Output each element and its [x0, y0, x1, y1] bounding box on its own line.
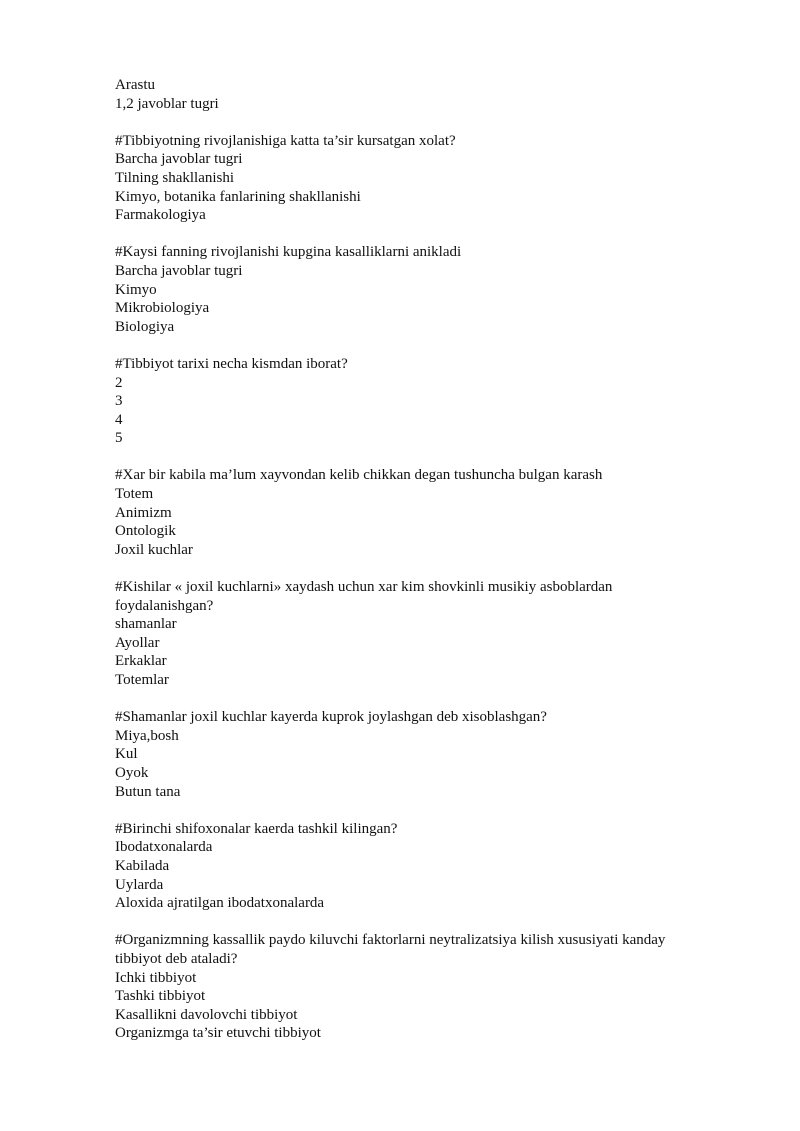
question-block	[115, 355, 735, 448]
answer-option: Ayollar	[115, 634, 160, 651]
answer-option: Kabilada	[115, 857, 170, 874]
question-block	[115, 132, 735, 225]
answer-option: 2	[115, 374, 123, 391]
answer-option: Uylarda	[115, 876, 164, 893]
answer-option: Erkaklar	[115, 653, 167, 670]
answer-option: Tashki tibbiyot	[115, 988, 206, 1005]
question-text: #Shamanlar joxil kuchlar kayerda kuprok joylashgan deb xisoblashgan?	[115, 709, 547, 726]
answer-option: Ichki tibbiyot	[115, 969, 197, 986]
answer-option: Kul	[115, 746, 138, 763]
question-text: foydalanishgan?	[115, 597, 214, 614]
answer-option: Ontologik	[115, 523, 176, 540]
answer-option: Tilning shakllanishi	[115, 169, 235, 186]
answer-option: Barcha javoblar tugri	[115, 151, 243, 168]
answer-option: Oyok	[115, 764, 149, 781]
answer-option: Organizmga ta’sir etuvchi tibbiyot	[115, 1025, 321, 1042]
answer-option: Ibodatxonalarda	[115, 839, 213, 856]
answer-option: 3	[115, 393, 123, 410]
answer-option: Kasallikni davolovchi tibbiyot	[115, 1006, 298, 1023]
question-block	[115, 708, 735, 801]
intro-block	[115, 76, 735, 113]
question-block	[115, 578, 735, 690]
question-text: #Kishilar « joxil kuchlarni» xaydash uchun xar kim shovkinli musikiy asboblardan	[115, 579, 613, 596]
answer-option: Kimyo	[115, 281, 157, 298]
answer-option: Biologiya	[115, 318, 175, 335]
question-text: #Organizmning kassallik paydo kiluvchi faktorlarni neytralizatsiya kilish xususiyati kanday	[115, 932, 666, 949]
answer-option: Miya,bosh	[115, 727, 179, 744]
question-block	[115, 466, 735, 559]
question-text: #Xar bir kabila ma’lum xayvondan kelib chikkan degan tushuncha bulgan karash	[115, 467, 603, 484]
answer-option: Barcha javoblar tugri	[115, 262, 243, 279]
question-text: #Birinchi shifoxonalar kaerda tashkil kilingan?	[115, 820, 398, 837]
question-text: tibbiyot deb ataladi?	[115, 950, 238, 967]
answer-option: Totem	[115, 486, 154, 503]
question-text: #Kaysi fanning rivojlanishi kupgina kasalliklarni anikladi	[115, 244, 462, 261]
answer-option: Totemlar	[115, 672, 169, 688]
answer-option: Kimyo, botanika fanlarining shakllanishi	[115, 188, 361, 205]
answer-option: 5	[115, 430, 123, 447]
question-block	[115, 243, 735, 336]
question-text: #Tibbiyot tarixi necha kismdan iborat?	[115, 355, 348, 372]
question-block	[115, 931, 735, 1043]
answer-option: shamanlar	[115, 616, 177, 633]
document-page	[115, 76, 735, 1061]
answer-option: Mikrobiologiya	[115, 300, 210, 317]
intro-line: Arastu	[115, 77, 155, 93]
answer-option: 4	[115, 411, 123, 428]
answer-option: Animizm	[115, 504, 172, 521]
intro-line: 1,2 javoblar tugri	[115, 95, 219, 112]
answer-option: Butun tana	[115, 783, 181, 800]
answer-option: Joxil kuchlar	[115, 541, 193, 558]
answer-option: Farmakologiya	[115, 207, 206, 224]
answer-option: Aloxida ajratilgan ibodatxonalarda	[115, 895, 325, 912]
question-text: #Tibbiyotning rivojlanishiga katta ta’sir kursatgan xolat?	[115, 132, 456, 149]
question-block	[115, 820, 735, 913]
